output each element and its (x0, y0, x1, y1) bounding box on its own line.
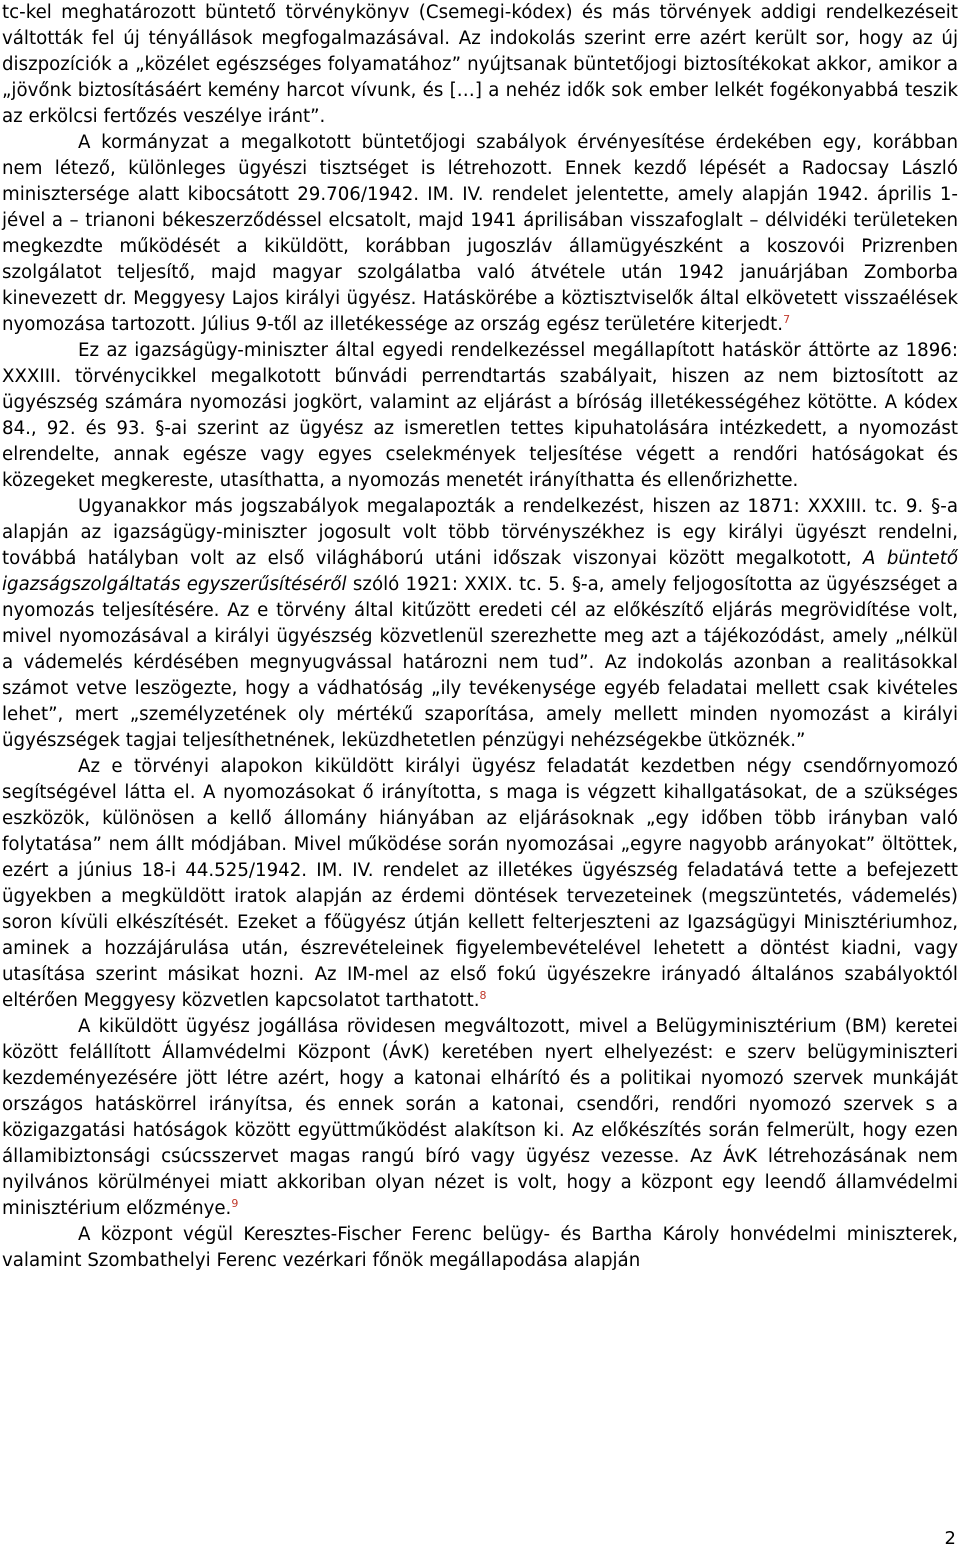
paragraph-5 (2, 754, 958, 1014)
paragraph-1 (2, 0, 958, 130)
paragraph-text: tc-kel meghatározott büntető törvénykönyv (Csemegi-kódex) és más törvények addigi rendelkezéseit váltották fel új tényállások megfogalmazásával. Az indokolás szerint erre azért került sor, hogy az új diszpozíciók a „közélet egészséges folyamatához” nyújtsanak büntetőjogi biztosítékokat akkor, amikor a „jövőnk biztosításáért kemény harcot vívunk, és […] a nehéz idők sok ember lelkét fogékonyabbá teszik az erkölcsi fertőzés veszélye iránt”. (2, 2, 958, 127)
paragraph-text: Ez az igazságügy-miniszter által egyedi rendelkezéssel megállapított hatáskör áttörte az 1896: XXXIII. törvénycikkel megalkotott bűnvádi perrendtartás szabályait, hiszen az nem biztosított az ügyészség számára nyomozási jogkört, valamint az eljárást a bíróság illetékességéhez kötötte. A kódex 84., 92. és 93. §-ai szerint az ügyész az ismeretlen tettes kipuhatolására intézkedett, a nyomozást elrendelte, annak egésze vagy egyes cselekmények teljesítése végett a rendőri hatóságokat és közegeket megkereste, utasíthatta, a nyomozás menetét irányíthatta és ellenőrizhette. (2, 340, 958, 491)
paragraph-6 (2, 1014, 958, 1222)
paragraph-2 (2, 130, 958, 338)
paragraph-text: A központ végül Keresztes-Fischer Ferenc belügy- és Bartha Károly honvédelmi miniszterek, valamint Szombathelyi Ferenc vezérkari főnök megállapodása alapján (2, 1224, 958, 1271)
page-number: 2 (944, 1528, 956, 1549)
paragraph-4 (2, 494, 958, 754)
footnote-ref: 7 (783, 312, 791, 326)
document-body (2, 0, 958, 1274)
italic-text: A büntető igazságszolgáltatás egyszerűsítéséről (2, 548, 959, 595)
paragraph-3 (2, 338, 958, 494)
paragraph-text: szóló 1921: XXIX. tc. 5. §-a, amely feljogosította az ügyészséget a nyomozás teljesítésére. Az e törvény által kitűzött eredeti cél az előkészítő eljárás megrövidítése volt, mivel nyomozásával a királyi ügyészség közvetlenül szerezhette meg azt a tájékozódást, amely „nélkül a vádemelés kérdésében megnyugvással határozni nem tud”. Az indokolás azonban a realitásokkal számot vetve leszögezte, hogy a vádhatóság „ily tevékenysége egyéb feladatai mellett csak kivételes lehet”, mert „személyzetének oly mértékű szaporítása, amely mellett minden nyomozást a királyi ügyészségek tagjai teljesíthetnének, leküzdhetetlen pénzügyi nehézségekbe ütköznék.” (2, 574, 958, 751)
paragraph-7 (2, 1222, 958, 1274)
paragraph-text: Az e törvényi alapokon kiküldött királyi ügyész feladatát kezdetben négy csendőrnyomozó segítségével látta el. A nyomozásokat ő irányította, s maga is végzett kihallgatásokat, de a szükséges eszközök, különösen a kellő állomány hiányában az eljárásoknak „egy időben több irányban való folytatása” nem állt módjában. Mivel működése során nyomozásai „egyre nagyobb arányokat” öltöttek, ezért a június 18-i 44.525/1942. IM. IV. rendelet az illetékes ügyészség feladatává tette a befejezett ügyekben a megküldött iratok alapján az érdemi döntések tervezeteinek (megszüntetés, vádemelés) soron kívüli elkészítését. Ezeket a főügyész útján kellett felterjeszteni az Igazságügyi Minisztériumhoz, aminek a hozzájárulása után, észrevételeinek figyelembevételével lehetett a döntést kiadni, vagy utasítása szerint másikat hozni. Az IM-mel az első fokú ügyészekre irányadó általános szabályoktól eltérően Meggyesy közvetlen kapcsolatot tarthatott. (2, 756, 958, 1011)
footnote-ref: 9 (231, 1196, 239, 1210)
paragraph-text: Ugyanakkor más jogszabályok megalapozták a rendelkezést, hiszen az 1871: XXXIII. tc. 9. §-a alapján az igazságügy-miniszter jogosult volt több törvényszékhez is egy királyi ügyészt rendelni, továbbá hatályban volt az első világháború utáni időszak viszonyai között megalkotott, (2, 496, 958, 569)
paragraph-text: A kormányzat a megalkotott büntetőjogi szabályok érvényesítése érdekében egy, korábban nem létező, különleges ügyészi tisztséget is létrehozott. Ennek kezdő lépését a Radocsay László minisztersége alatt kibocsátott 29.706/1942. IM. IV. rendelet jelentette, amely alapján 1942. április 1-jével a – trianoni békeszerződéssel elcsatolt, majd 1941 áprilisában visszafoglalt – délvidéki területeken megkezdte működését a kiküldött, korábban jugoszláv államügyészként a koszovói Prizrenben szolgálatot teljesítő, majd magyar szolgálatba való átvétele után 1942 januárjában Zomborba kinevezett dr. Meggyesy Lajos királyi ügyész. Hatáskörébe a köztisztviselők által elkövetett visszaélések nyomozása tartozott. Július 9-től az illetékessége az ország egész területére kiterjedt. (2, 132, 958, 335)
footnote-ref: 8 (479, 988, 487, 1002)
paragraph-text: A kiküldött ügyész jogállása rövidesen megváltozott, mivel a Belügyminisztérium (BM) keretei között felállított Államvédelmi Központ (ÁvK) keretében nyert elhelyezést: e szerv belügyminiszteri kezdeményezésére jött létre azért, hogy a katonai elhárító és a politikai nyomozó szervek munkáját országos hatáskörrel irányítsa, és ennek során a katonai, csendőri, rendőri nyomozó szervek s a közigazgatási hatóságok között együttműködést alakítson ki. Az előkészítés során felmerült, hogy ezen államibiztonsági csúcsszervet magas rangú bíró vagy ügyész vezesse. Az ÁvK létrehozásának nem nyilvános körülményei miatt akkoriban olyan nézet is volt, hogy a központ egy leendő államvédelmi minisztérium előzménye. (2, 1016, 958, 1219)
